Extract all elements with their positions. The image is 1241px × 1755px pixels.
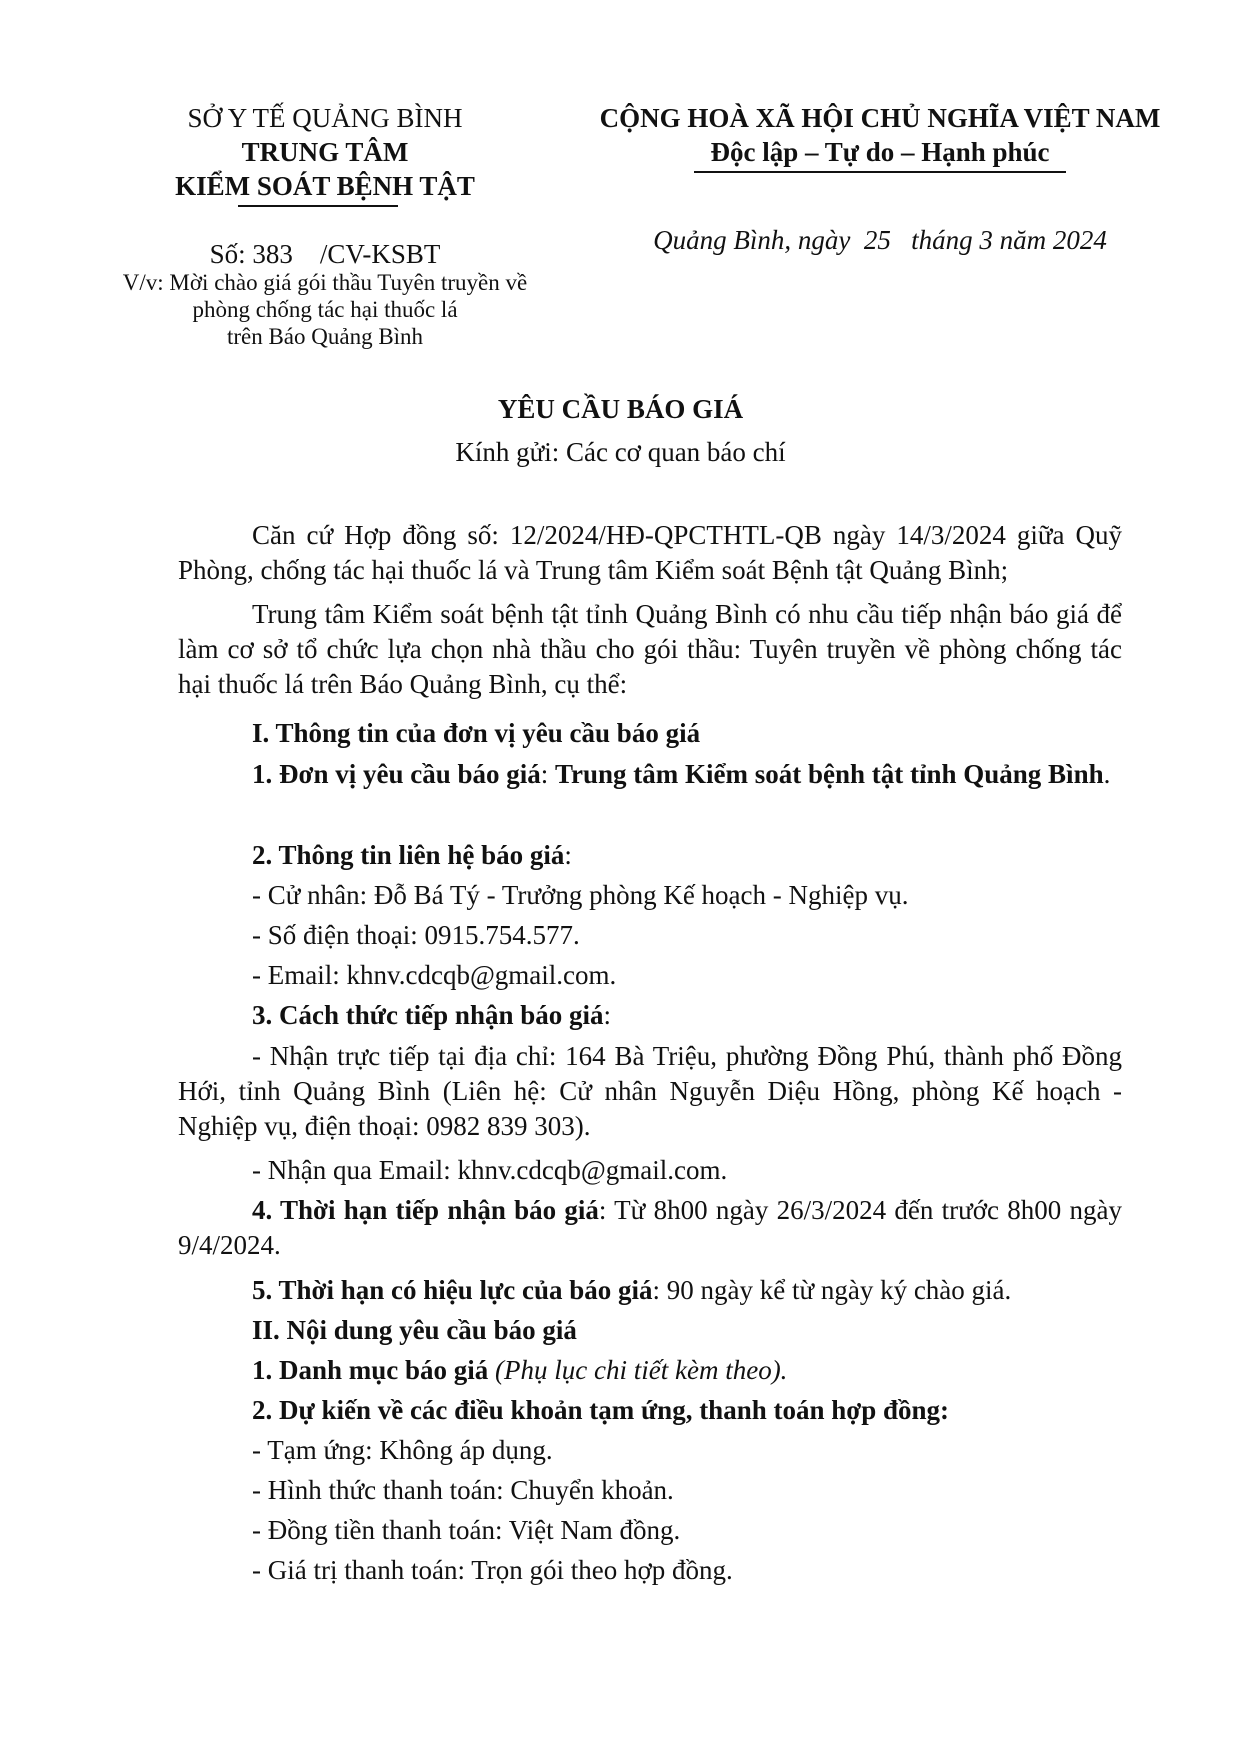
- receiving-period-value: : Từ 8h00 ngày 26/3/2024 đến trước 8h00 ngày 9/4/2024.: [178, 1195, 1122, 1260]
- quotation-list-label: 1. Danh mục báo giá: [252, 1355, 489, 1385]
- org-name-line2: KIỂM SOÁT BỆNH TẬT: [175, 171, 475, 201]
- requester-unit-value: Trung tâm Kiểm soát bệnh tật tỉnh Quảng Bình: [555, 759, 1104, 789]
- section-2-heading: II. Nội dung yêu cầu báo giá: [252, 1315, 577, 1345]
- receive-direct: - Nhận trực tiếp tại địa chỉ: 164 Bà Triệu, phường Đồng Phú, thành phố Đồng Hới, tỉnh Quảng Bình (Liên hệ: Cử nhân Nguyễn Diệu Hồng, phòng Kế hoạch - Nghiệp vụ, điện thoại: 0982 839 303).: [178, 1041, 1122, 1141]
- national-title: CỘNG HOÀ XÃ HỘI CHỦ NGHĨA VIỆT NAM: [599, 103, 1161, 133]
- validity-period: [252, 1275, 1011, 1306]
- payment-method: - Hình thức thanh toán: Chuyển khoản.: [252, 1475, 674, 1505]
- contact-info-label: 2. Thông tin liên hệ báo giá: [252, 840, 565, 870]
- quotation-list: [252, 1355, 787, 1386]
- payment-terms-heading: 2. Dự kiến về các điều khoản tạm ứng, thanh toán hợp đồng:: [252, 1395, 949, 1425]
- quotation-list-note: (Phụ lục chi tiết kèm theo).: [495, 1355, 788, 1385]
- receiving-method-label: 3. Cách thức tiếp nhận báo giá: [252, 1000, 604, 1030]
- receiving-method-heading: 3. Cách thức tiếp nhận báo giá:: [252, 1000, 612, 1030]
- intro-paragraph-1: Căn cứ Hợp đồng số: 12/2024/HĐ-QPCTHTL-QB ngày 14/3/2024 giữa Quỹ Phòng, chống tác hại thuốc lá và Trung tâm Kiểm soát Bệnh tật Quảng Bình;: [178, 520, 1122, 585]
- org-underline: [238, 205, 398, 207]
- org-name-line1: TRUNG TÂM: [241, 137, 409, 167]
- payment-currency: - Đồng tiền thanh toán: Việt Nam đồng.: [252, 1515, 681, 1545]
- department-name: SỞ Y TẾ QUẢNG BÌNH: [187, 103, 463, 133]
- recipient-line: Kính gửi: Các cơ quan báo chí: [455, 437, 786, 467]
- receive-email: - Nhận qua Email: khnv.cdcqb@gmail.com.: [252, 1155, 728, 1185]
- document-title: YÊU CẦU BÁO GIÁ: [497, 394, 744, 424]
- contact-email: - Email: khnv.cdcqb@gmail.com.: [252, 960, 617, 990]
- receiving-period: [178, 1193, 1122, 1263]
- section-1-heading: I. Thông tin của đơn vị yêu cầu báo giá: [252, 718, 701, 748]
- subject-line-2: phòng chống tác hại thuốc lá: [192, 297, 458, 322]
- requester-unit-label: 1. Đơn vị yêu cầu báo giá: [252, 759, 541, 789]
- receiving-period-label: 4. Thời hạn tiếp nhận báo giá: [252, 1195, 599, 1225]
- subject-line-3: trên Báo Quảng Bình: [226, 324, 424, 349]
- advance-payment: - Tạm ứng: Không áp dụng.: [252, 1435, 553, 1465]
- payment-value: - Giá trị thanh toán: Trọn gói theo hợp đồng.: [252, 1555, 733, 1585]
- contact-person: - Cử nhân: Đỗ Bá Tý - Trưởng phòng Kế hoạch - Nghiệp vụ.: [252, 880, 909, 910]
- place-date: Quảng Bình, ngày 25 tháng 3 năm 2024: [653, 225, 1107, 255]
- validity-period-value: : 90 ngày kể từ ngày ký chào giá.: [652, 1275, 1012, 1305]
- motto-underline: [694, 171, 1066, 173]
- subject-line-1: V/v: Mời chào giá gói thầu Tuyên truyền về: [122, 270, 528, 295]
- document-number: Số: 383 /CV-KSBT: [209, 239, 441, 269]
- contact-info-heading: 2. Thông tin liên hệ báo giá:: [252, 840, 572, 870]
- intro-paragraph-2: Trung tâm Kiểm soát bệnh tật tỉnh Quảng Bình có nhu cầu tiếp nhận báo giá để làm cơ sở tổ chức lựa chọn nhà thầu cho gói thầu: Tuyên truyền về phòng chống tác hại thuốc lá trên Báo Quảng Bình, cụ thể:: [178, 599, 1122, 699]
- requester-unit: 1. Đơn vị yêu cầu báo giá: Trung tâm Kiểm soát bệnh tật tỉnh Quảng Bình.: [252, 759, 1111, 789]
- national-motto: Độc lập – Tự do – Hạnh phúc: [710, 137, 1050, 167]
- validity-period-label: 5. Thời hạn có hiệu lực của báo giá: [252, 1275, 653, 1305]
- contact-phone: - Số điện thoại: 0915.754.577.: [252, 920, 580, 950]
